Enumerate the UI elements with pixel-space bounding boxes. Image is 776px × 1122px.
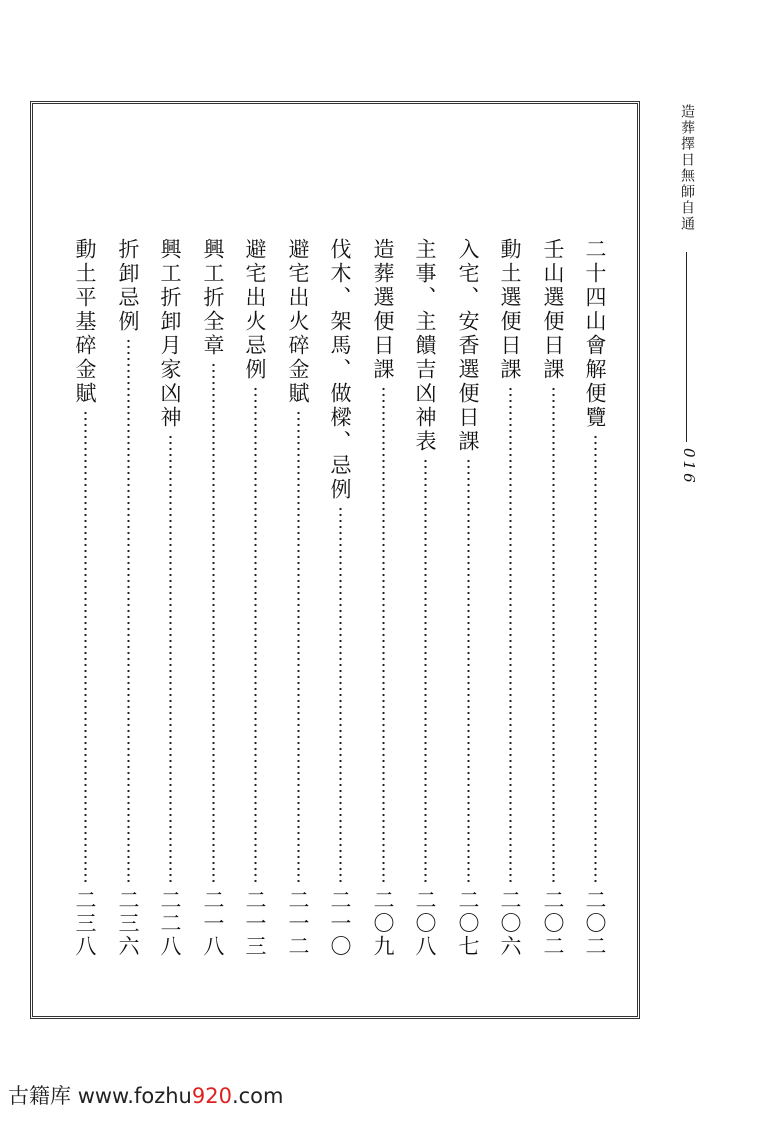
watermark-url-number: 920 [191,1084,232,1108]
toc-entry[interactable] [580,238,610,958]
toc-entry-title: 入宅、安香選便日課 [456,238,480,454]
toc-entry-page: 二二八 [158,889,182,958]
leader-dots [254,386,257,885]
toc-entry[interactable] [495,238,525,958]
toc-entry[interactable] [538,238,568,958]
toc-entry-title: 壬山選便日課 [541,238,565,382]
toc-entry-title: 避宅出火忌例 [243,238,267,382]
leader-dots [297,410,300,885]
toc-entry[interactable] [368,238,398,958]
leader-dots [339,506,342,885]
watermark-url-suffix: .com [231,1084,284,1108]
toc-entry-title: 動土平基碎金賦 [73,238,97,406]
toc-entry-title: 伐木、架馬、做樑、忌例 [328,238,352,502]
toc-entry[interactable] [70,238,100,958]
toc-entry-title: 動土選便日課 [498,238,522,382]
page-number: 016 [680,448,698,486]
leader-dots [509,386,512,885]
toc-entry[interactable] [325,238,355,958]
watermark[interactable] [8,1080,283,1110]
toc-entry[interactable] [283,238,313,958]
table-of-contents [70,238,610,958]
leader-dots [127,338,130,885]
toc-entry[interactable] [198,238,228,958]
toc-entry-page: 二〇八 [413,889,437,958]
toc-entry-title: 折卸忌例 [116,238,140,334]
toc-entry-page: 二一〇 [328,889,352,958]
toc-entry-page: 二三六 [116,889,140,958]
toc-entry[interactable] [113,238,143,958]
toc-entry-page: 二一二 [286,889,310,958]
toc-entry[interactable] [453,238,483,958]
toc-entry-title: 二十四山會解便覽 [583,238,607,430]
leader-dots [552,386,555,885]
leader-dots [212,362,215,885]
toc-entry-page: 二一三 [243,889,267,958]
watermark-url-prefix: www.fozhu [77,1084,192,1108]
leader-dots [594,434,597,885]
leader-dots [467,458,470,885]
toc-entry[interactable] [410,238,440,958]
toc-entry-page: 二一八 [201,889,225,958]
toc-entry-page: 二〇九 [371,889,395,958]
book-title: 造葬擇日無師自通 [679,104,695,232]
toc-entry-page: 二〇二 [541,889,565,958]
leader-dots [424,458,427,885]
toc-entry-page: 二〇六 [498,889,522,958]
toc-entry[interactable] [240,238,270,958]
toc-entry[interactable] [155,238,185,958]
toc-entry-title: 興工折全章 [201,238,225,358]
toc-entry-title: 主事、主饋吉凶神表 [413,238,437,454]
toc-entry-page: 二三八 [73,889,97,958]
toc-entry-page: 二〇七 [456,889,480,958]
toc-entry-title: 避宅出火碎金賦 [286,238,310,406]
leader-dots [84,410,87,885]
header-rule [686,252,687,442]
leader-dots [169,434,172,885]
leader-dots [382,386,385,885]
watermark-site-name: 古籍库 [8,1084,71,1108]
toc-entry-title: 興工折卸月家凶神 [158,238,182,430]
toc-entry-page: 二〇二 [583,889,607,958]
toc-entry-title: 造葬選便日課 [371,238,395,382]
